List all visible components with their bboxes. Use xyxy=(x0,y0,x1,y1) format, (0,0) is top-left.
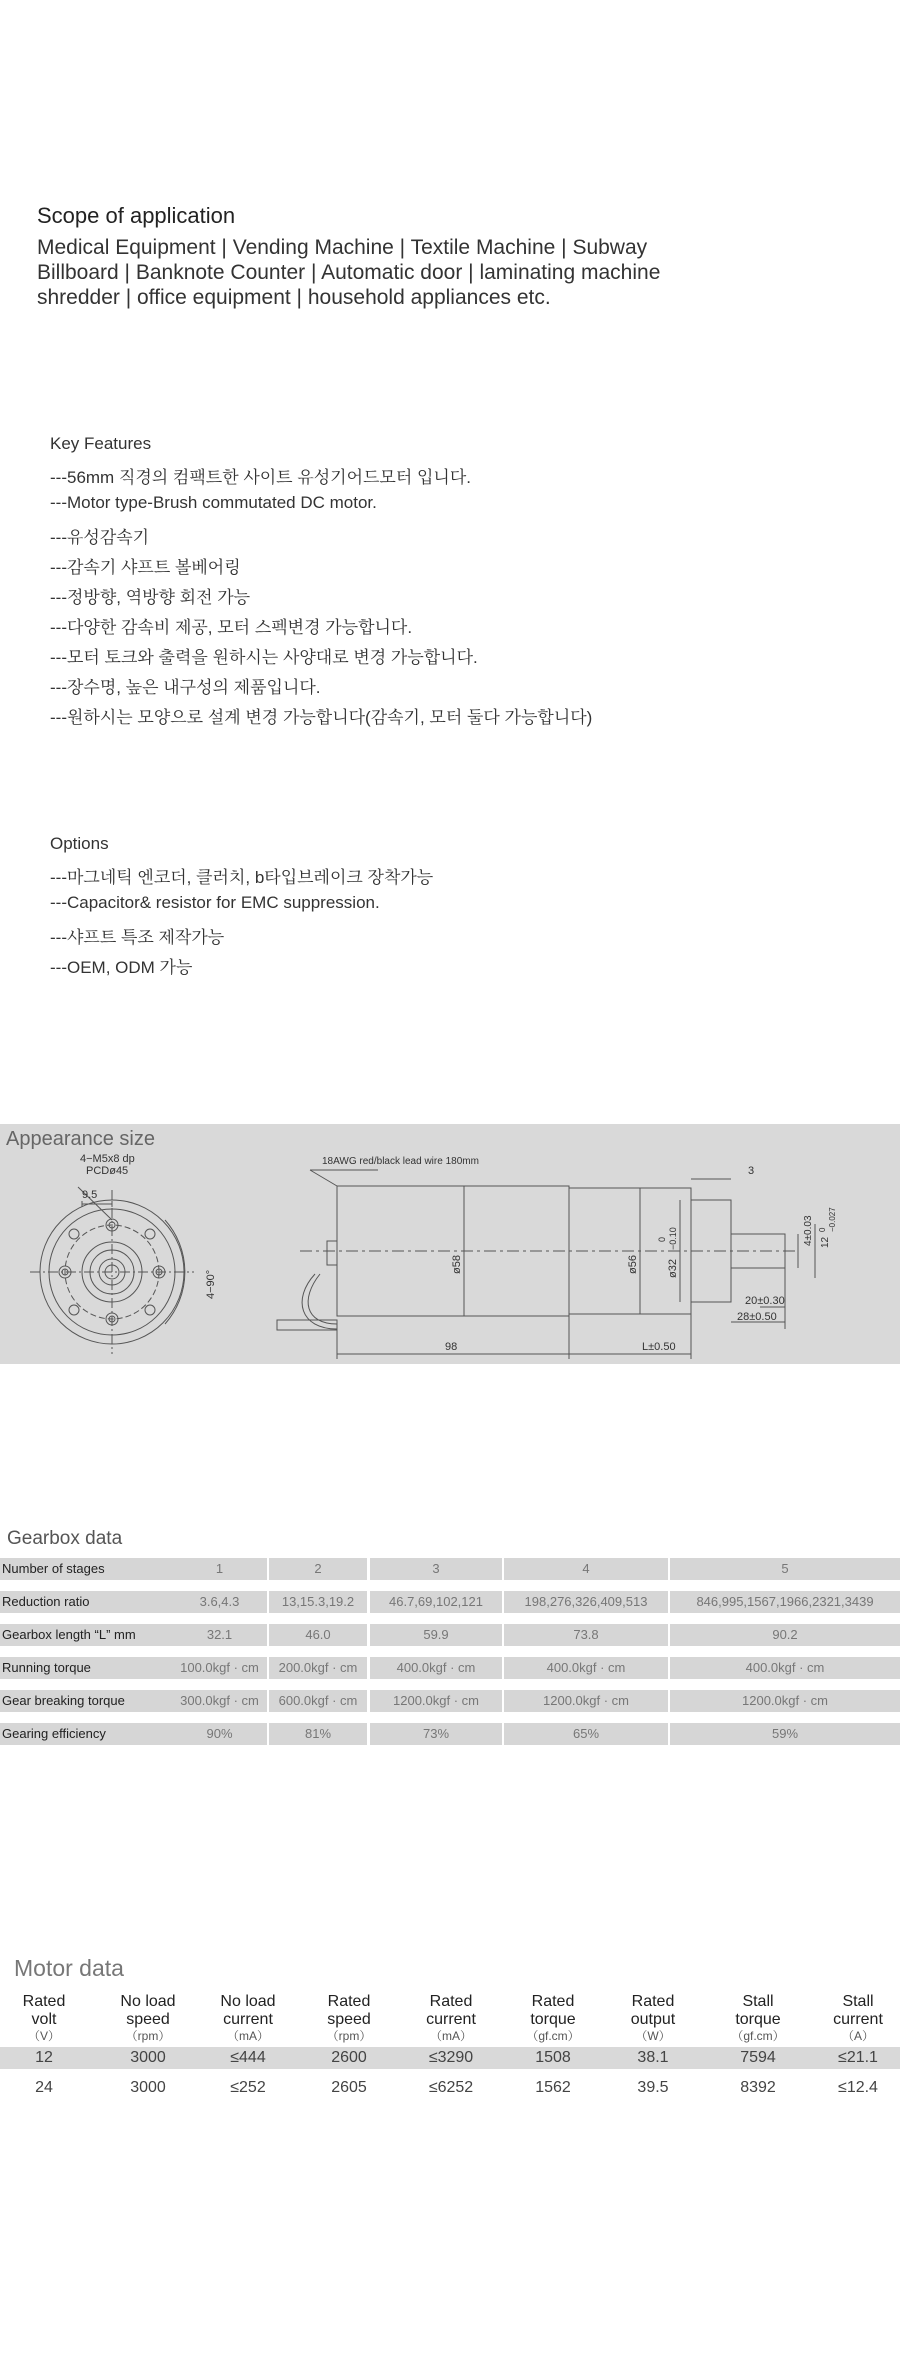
motor-header xyxy=(708,1993,808,2043)
label-body-len: 98 xyxy=(445,1341,458,1353)
gearbox-cell: 3.6,4.3 xyxy=(172,1591,267,1613)
motor-header-unit: （rpm） xyxy=(326,2029,372,2043)
gearbox-cell: 59% xyxy=(670,1723,900,1745)
motor-header xyxy=(299,1993,399,2043)
feature-item: ---56mm 직경의 컴팩트한 사이트 유성기어드모터 입니다. xyxy=(50,468,471,487)
motor-header-name: torque xyxy=(735,2011,781,2028)
motor-header xyxy=(603,1993,703,2043)
gearbox-row-label: Running torque xyxy=(0,1657,172,1679)
motor-cell: 2600 xyxy=(331,2049,367,2066)
feature-item: ---다양한 감속비 제공, 모터 스펙변경 가능합니다. xyxy=(50,618,413,637)
label-pilot-tol-bottom: −0.10 xyxy=(668,1227,678,1250)
option-item: ---마그네틱 엔코더, 클러치, b타입브레이크 장착가능 xyxy=(50,868,434,887)
motor-header-name: Stall xyxy=(842,1993,874,2010)
option-item: ---Capacitor& resistor for EMC suppression. xyxy=(50,893,380,912)
motor-header-name: Stall xyxy=(742,1993,774,2010)
gearbox-cell: 1 xyxy=(172,1558,267,1580)
label-shaft-dia: 12 xyxy=(820,1236,831,1248)
gearbox-row xyxy=(0,1723,900,1745)
gearbox-cell: 73.8 xyxy=(504,1624,668,1646)
motor-cell: ≤12.4 xyxy=(838,2079,878,2096)
feature-item: ---원하시는 모양으로 설계 변경 가능합니다(감속기, 모터 둘다 가능합니다) xyxy=(50,708,593,727)
gearbox-cell: 90.2 xyxy=(670,1624,900,1646)
label-step: 3 xyxy=(748,1165,755,1177)
motor-header-unit: （A） xyxy=(841,2029,874,2043)
motor-cell: 3000 xyxy=(130,2049,166,2066)
gearbox-cell: 400.0kgf · cm xyxy=(504,1657,668,1679)
gearbox-cell: 59.9 xyxy=(370,1624,502,1646)
motor-header-name: volt xyxy=(31,2011,57,2028)
label-wire: 18AWG red/black lead wire 180mm xyxy=(322,1156,479,1167)
motor-cell: 1508 xyxy=(535,2049,571,2066)
scope-title: Scope of application xyxy=(37,203,236,228)
motor-cell: 39.5 xyxy=(637,2079,669,2096)
motor-cell: ≤3290 xyxy=(428,2049,474,2066)
gearbox-row xyxy=(0,1657,900,1679)
motor-header-unit: （gf.cm） xyxy=(731,2029,785,2043)
motor-header-name: speed xyxy=(126,2011,170,2028)
option-item: ---OEM, ODM 가능 xyxy=(50,958,193,977)
front-view xyxy=(30,1187,194,1354)
motor-cell: 8392 xyxy=(740,2079,776,2096)
gearbox-cell: 13,15.3,19.2 xyxy=(269,1591,367,1613)
gearbox-cell: 300.0kgf · cm xyxy=(172,1690,267,1712)
label-shaft-len: 28±0.50 xyxy=(737,1311,777,1323)
scope-line: Medical Equipment | Vending Machine | Textile Machine | Subway xyxy=(37,236,648,259)
label-motor-dia: ø58 xyxy=(451,1255,463,1274)
motor-cell: 3000 xyxy=(130,2079,166,2096)
label-pcd: PCDø45 xyxy=(86,1165,129,1177)
motor-title: Motor data xyxy=(14,1955,124,1981)
feature-item: ---장수명, 높은 내구성의 제품입니다. xyxy=(50,678,321,697)
motor-header xyxy=(401,1993,501,2043)
motor-header-unit: （V） xyxy=(27,2029,60,2043)
gearbox-row-label: Reduction ratio xyxy=(0,1591,172,1613)
feature-item: ---모터 토크와 출력을 원하시는 사양대로 변경 가능합니다. xyxy=(50,648,478,667)
appearance-title: Appearance size xyxy=(6,1128,155,1150)
gearbox-cell: 846,995,1567,1966,2321,3439 xyxy=(670,1591,900,1613)
gearbox-cell: 400.0kgf · cm xyxy=(670,1657,900,1679)
gearbox-cell: 46.7,69,102,121 xyxy=(370,1591,502,1613)
label-flat: 4±0.03 xyxy=(803,1215,814,1246)
gearbox-cell: 1200.0kgf · cm xyxy=(504,1690,668,1712)
scope-line: Billboard | Banknote Counter | Automatic door | laminating machine xyxy=(37,261,661,284)
gearbox-cell: 73% xyxy=(370,1723,502,1745)
gearbox-row xyxy=(0,1558,900,1580)
label-gear-dia: ø56 xyxy=(627,1255,639,1274)
gearbox-cell: 46.0 xyxy=(269,1624,367,1646)
gearbox-row xyxy=(0,1591,900,1613)
motor-header-name: No load xyxy=(120,1993,176,2010)
appearance-panel xyxy=(0,1124,900,1364)
motor-row xyxy=(0,2047,900,2069)
motor-header-name: speed xyxy=(327,2011,371,2028)
motor-cell: 12 xyxy=(35,2049,53,2066)
option-item: ---샤프트 특조 제작가능 xyxy=(50,928,225,947)
side-view xyxy=(277,1170,815,1359)
gearbox-cell: 600.0kgf · cm xyxy=(269,1690,367,1712)
gearbox-row-label: Gearing efficiency xyxy=(0,1723,172,1745)
gearbox-cell: 100.0kgf · cm xyxy=(172,1657,267,1679)
label-pilot-dia: ø32 xyxy=(667,1259,679,1278)
gearbox-cell: 198,276,326,409,513 xyxy=(504,1591,668,1613)
gearbox-cell: 4 xyxy=(504,1558,668,1580)
motor-header-name: current xyxy=(833,2011,883,2028)
gearbox-cell: 90% xyxy=(172,1723,267,1745)
label-offset: 9.5 xyxy=(82,1189,98,1201)
motor-header-unit: （mA） xyxy=(226,2029,269,2043)
motor-header xyxy=(0,1993,94,2043)
gearbox-cell: 2 xyxy=(269,1558,367,1580)
motor-row xyxy=(0,2077,900,2099)
feature-item: ---감속기 샤프트 볼베어링 xyxy=(50,558,241,577)
motor-cell: ≤252 xyxy=(230,2079,266,2096)
gearbox-row xyxy=(0,1624,900,1646)
motor-cell: ≤444 xyxy=(230,2049,266,2066)
motor-cell: 1562 xyxy=(535,2079,571,2096)
feature-item: ---유성감속기 xyxy=(50,528,150,547)
scope-line: shredder | office equipment | household appliances etc. xyxy=(37,286,551,309)
motor-header-name: Rated xyxy=(327,1993,371,2010)
motor-header-name: Rated xyxy=(429,1993,473,2010)
label-shaft-tol-bottom: −0.027 xyxy=(828,1207,837,1232)
motor-cell: 7594 xyxy=(740,2049,776,2066)
gearbox-cell: 200.0kgf · cm xyxy=(269,1657,367,1679)
motor-header xyxy=(503,1993,603,2043)
motor-header-name: current xyxy=(426,2011,476,2028)
gearbox-row-label: Gear breaking torque xyxy=(0,1690,172,1712)
motor-header-unit: （mA） xyxy=(429,2029,472,2043)
gearbox-cell: 3 xyxy=(370,1558,502,1580)
motor-header-name: Rated xyxy=(531,1993,575,2010)
gearbox-row xyxy=(0,1690,900,1712)
label-flat-len: 20±0.30 xyxy=(745,1295,785,1307)
motor-header-name: torque xyxy=(530,2011,576,2028)
motor-header xyxy=(198,1993,298,2043)
motor-cell: ≤21.1 xyxy=(838,2049,878,2066)
motor-header-name: output xyxy=(630,2011,676,2028)
feature-item: ---Motor type-Brush commutated DC motor. xyxy=(50,493,377,512)
motor-cell: 38.1 xyxy=(637,2049,669,2066)
motor-cell: ≤6252 xyxy=(428,2079,474,2096)
gearbox-cell: 32.1 xyxy=(172,1624,267,1646)
motor-header-unit: （rpm） xyxy=(125,2029,171,2043)
label-shaft-tol-top: 0 xyxy=(818,1227,827,1232)
motor-cell: 24 xyxy=(35,2079,53,2096)
motor-cell: 2605 xyxy=(331,2079,367,2096)
label-gear-len: L±0.50 xyxy=(642,1341,676,1353)
label-pilot-tol-top: 0 xyxy=(657,1236,667,1242)
options-title: Options xyxy=(50,834,109,853)
key-features-title: Key Features xyxy=(50,434,152,453)
gearbox-title: Gearbox data xyxy=(7,1528,123,1549)
motor-header xyxy=(98,1993,198,2043)
label-angle: 4−90° xyxy=(205,1269,217,1299)
dimension-drawing xyxy=(0,1124,900,1364)
gearbox-cell: 81% xyxy=(269,1723,367,1745)
gearbox-cell: 1200.0kgf · cm xyxy=(370,1690,502,1712)
gearbox-cell: 400.0kgf · cm xyxy=(370,1657,502,1679)
label-holes: 4−M5x8 dp xyxy=(80,1153,135,1165)
motor-header-name: current xyxy=(223,2011,273,2028)
motor-header-name: Rated xyxy=(631,1993,675,2010)
gearbox-cell: 5 xyxy=(670,1558,900,1580)
motor-header xyxy=(808,1993,900,2043)
gearbox-row-label: Number of stages xyxy=(0,1558,172,1580)
motor-header-unit: （gf.cm） xyxy=(526,2029,580,2043)
motor-header-name: Rated xyxy=(22,1993,66,2010)
gearbox-cell: 65% xyxy=(504,1723,668,1745)
gearbox-cell: 1200.0kgf · cm xyxy=(670,1690,900,1712)
gearbox-row-label: Gearbox length “L” mm xyxy=(0,1624,172,1646)
motor-header-name: No load xyxy=(220,1993,276,2010)
motor-header-unit: （W） xyxy=(635,2029,671,2043)
feature-item: ---정방향, 역방향 회전 가능 xyxy=(50,588,251,607)
